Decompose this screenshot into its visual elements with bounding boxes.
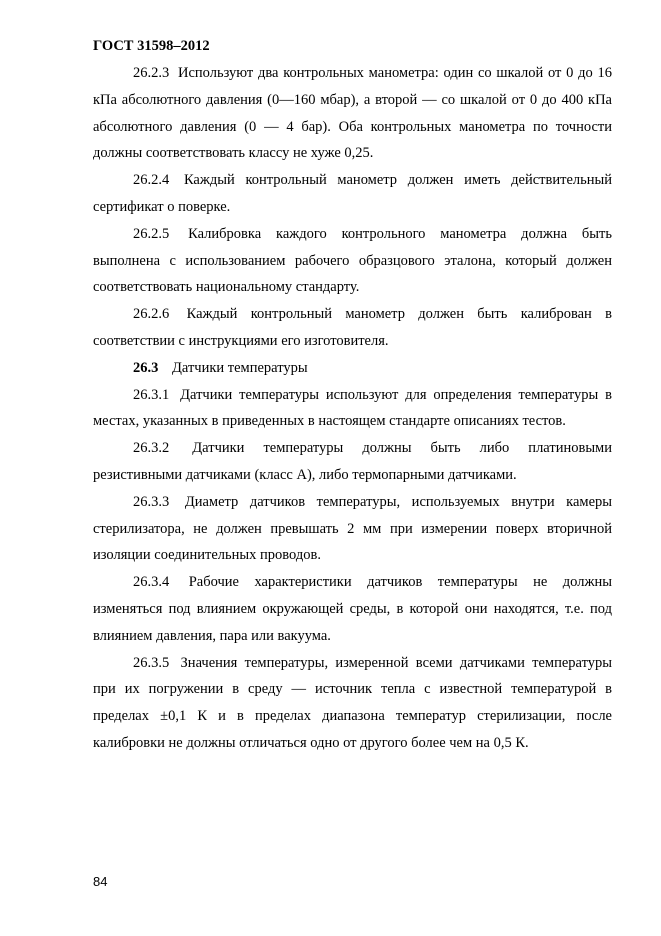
clause-26-2-3 (93, 60, 612, 167)
section-title: Датчики температуры (172, 359, 308, 376)
page-number: 84 (93, 874, 108, 889)
clause-text: Каждый контрольный манометр должен иметь действительный сертификат о поверке. (93, 172, 612, 215)
clause-text: Значения температуры, измеренной всеми датчиками температуры при их погружении в среду — источник тепла с известной температурой в пределах ±0,1 К и в пределах диапазона температур стерилизации, после калибровки не должны отличаться одно от другого более чем на 0,5 К. (93, 654, 613, 751)
clause-26-3-4 (93, 569, 612, 649)
clause-text: Рабочие характеристики датчиков температуры не должны изменяться под влиянием окружающей среды, в которой они находятся, т.е. под влиянием давления, пара или вакуума. (93, 574, 612, 644)
clause-number: 26.3.4 (133, 574, 170, 591)
clause-26-3-3 (93, 489, 612, 569)
clause-number: 26.3.5 (133, 654, 170, 671)
clause-text: Калибровка каждого контрольного манометра должна быть выполнена с использованием рабочего образцового эталона, который должен соответствовать национальному стандарту. (93, 225, 612, 296)
clause-text: Диаметр датчиков температуры, используемых внутри камеры стерилизатора, не должен превышать 2 мм при измерении поверх вторичной изоляции соединительных проводов. (93, 493, 613, 564)
clause-26-3-5 (93, 650, 612, 757)
section-number: 26.3 (133, 359, 159, 376)
clause-number: 26.2.3 (133, 65, 170, 81)
clause-number: 26.2.4 (133, 172, 170, 189)
clause-26-3-2 (93, 435, 612, 489)
document-body (93, 60, 612, 757)
clause-text: Используют два контрольных манометра: один со шкалой от 0 до 16 кПа абсолютного давления (0—160 мбар), а второй — со шкалой от 0 до 400 кПа абсолютного давления (0 — 4 бар). Оба контрольных манометра по точности должны соответствовать классу не хуже 0,25. (93, 65, 612, 162)
clause-26-3-1 (93, 382, 612, 436)
clause-number: 26.3.1 (133, 386, 170, 403)
clause-number: 26.2.5 (133, 225, 170, 242)
clause-26-2-4 (93, 167, 612, 221)
clause-text: Каждый контрольный манометр должен быть калиброван в соответствии с инструкциями его изготовителя. (93, 306, 612, 349)
clause-number: 26.3.3 (133, 493, 170, 510)
section-heading-26-3 (93, 355, 612, 382)
clause-text: Датчики температуры используют для определения температуры в местах, указанных в приведенных в настоящем стандарте описаниях тестов. (93, 386, 612, 430)
clause-text: Датчики температуры должны быть либо платиновыми резистивными датчиками (класс А), либо термопарными датчиками. (93, 440, 612, 483)
standard-code-header: ГОСТ 31598–2012 (93, 38, 210, 54)
clause-26-2-5 (93, 221, 612, 301)
clause-number: 26.2.6 (133, 306, 170, 323)
clause-26-2-6 (93, 301, 612, 355)
clause-number: 26.3.2 (133, 440, 170, 457)
